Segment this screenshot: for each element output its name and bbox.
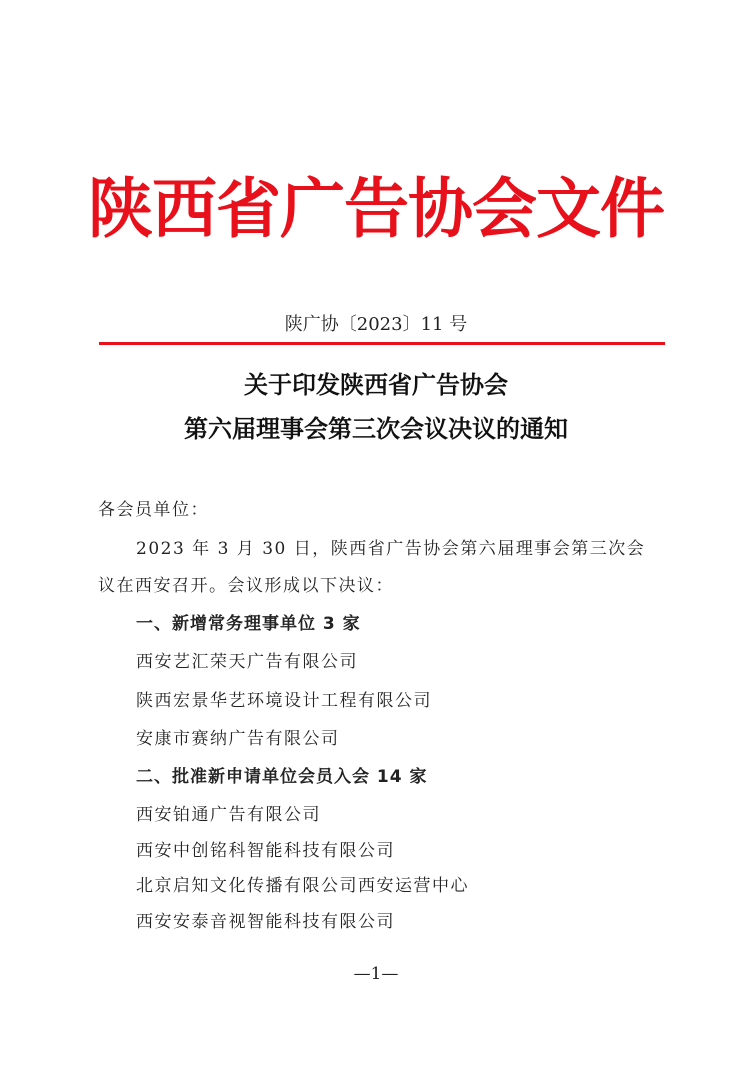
list-item: 西安铂通广告有限公司 (136, 805, 321, 825)
document-number: 陕广协〔2023〕11 号 (284, 314, 468, 335)
salutation: 各会员单位： (98, 500, 209, 520)
intro-paragraph-line-1: 2023 年 3 月 30 日，陕西省广告协会第六届理事会第三次会 (136, 539, 646, 559)
section-1-heading: 一、新增常务理事单位 3 家 (136, 614, 361, 634)
red-divider-line (99, 342, 665, 345)
notice-title-line-2: 第六届理事会第三次会议决议的通知 (184, 415, 568, 443)
list-item: 陕西宏景华艺环境设计工程有限公司 (136, 691, 432, 711)
list-item: 西安中创铭科智能科技有限公司 (136, 841, 395, 861)
notice-title-line-1: 关于印发陕西省广告协会 (244, 371, 508, 399)
section-2-heading: 二、批准新申请单位会员入会 14 家 (136, 767, 428, 787)
list-item: 北京启知文化传播有限公司西安运营中心 (136, 876, 469, 896)
document-masthead: 陕西省广告协会文件 (87, 172, 664, 247)
page-number: —1— (353, 964, 399, 984)
intro-paragraph-line-2: 议在西安召开。会议形成以下决议： (98, 576, 394, 596)
list-item: 安康市赛纳广告有限公司 (136, 729, 340, 749)
list-item: 西安艺汇荣天广告有限公司 (136, 652, 358, 672)
list-item: 西安安泰音视智能科技有限公司 (136, 912, 395, 932)
